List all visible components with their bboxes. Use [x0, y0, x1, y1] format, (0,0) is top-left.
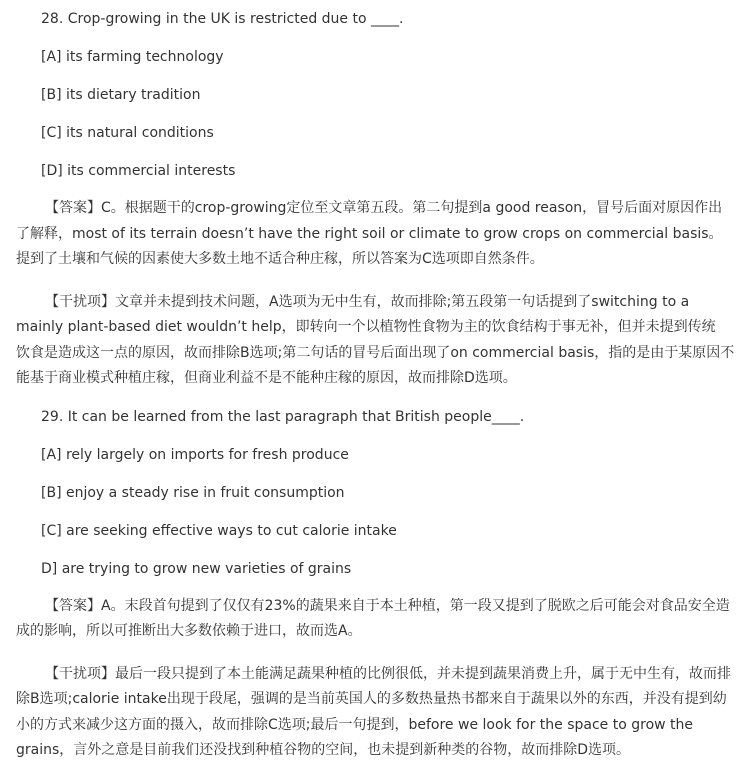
q28-answer-line-2: 了解释，most of its terrain doesn’t have the right soil or climate to grow crops on commercial basis。: [16, 225, 723, 242]
q28-option-b: [B] its dietary tradition: [41, 87, 201, 103]
q29-answer-line-1: 【答案】A。末段首句提到了仅仅有23%的蔬果来自于本土种植，第一段又提到了脱欧之后可能会对食品安全造: [45, 597, 730, 614]
q28-option-d: [D] its commercial interests: [41, 163, 236, 179]
q28-answer-line-1: 【答案】C。根据题干的crop-growing定位至文章第五段。第二句提到a good reason，冒号后面对原因作出: [45, 200, 723, 216]
q29-option-b: [B] enjoy a steady rise in fruit consumption: [41, 484, 345, 501]
q28-distractor-line-4: 能基于商业模式种植庄稼，但商业利益不是不能种庄稼的原因，故而排除D选项。: [16, 370, 517, 386]
q28-answer-line-3: 提到了土壤和气候的因素使大多数土地不适合种庄稼，所以答案为C选项即自然条件。: [16, 251, 544, 267]
q29-option-d: D] are trying to grow new varieties of grains: [41, 560, 352, 577]
q28-option-a: [A] its farming technology: [41, 49, 224, 65]
q29-distractor-line-4: grains，言外之意是目前我们还没找到种植谷物的空间，也未提到新种类的谷物，故而排除D选项。: [16, 742, 631, 758]
q29-distractor-line-3: 小的方式来减少这方面的摄入，故而排除C选项;最后一句提到，before we look for the space to grow the: [16, 716, 694, 733]
q28-distractor-line-2: mainly plant-based diet wouldn’t help，即转向一个以植物性食物为主的饮食结构于事无补，但并未提到传统: [16, 319, 716, 335]
q28-distractor-line-1: 【干扰项】文章并未提到技术问题，A选项为无中生有，故而排除;第五段第一句话提到了switching to a: [45, 293, 690, 310]
q29-distractor-line-2: 除B选项;calorie intake出现于段尾，强调的是当前英国人的多数热量热书都来自于蔬果以外的东西，并没有提到幼: [16, 691, 727, 707]
q29-answer-line-2: 成的影响，所以可推断出大多数依赖于进口，故而选A。: [16, 623, 362, 639]
question-28-title: 28. Crop-growing in the UK is restricted due to ____.: [41, 11, 404, 27]
q29-option-a: [A] rely largely on imports for fresh produce: [41, 446, 349, 463]
q29-answer-paragraph: [16, 594, 736, 645]
q29-option-c: [C] are seeking effective ways to cut calorie intake: [41, 522, 397, 539]
q28-distractor-paragraph: [16, 290, 736, 392]
q28-option-c: [C] its natural conditions: [41, 125, 214, 141]
question-29-title: 29. It can be learned from the last paragraph that British people____.: [41, 408, 525, 425]
q28-distractor-line-3: 饮食是造成这一点的原因，故而排除B选项;第二句话的冒号后面出现了on commercial basis，指的是由于某原因不: [16, 344, 735, 361]
q29-distractor-paragraph: [16, 662, 736, 764]
q29-distractor-line-1: 【干扰项】最后一段只提到了本土能满足蔬果种植的比例很低，并未提到蔬果消费上升，属于无中生有，故而排: [45, 665, 731, 682]
q28-answer-paragraph: [16, 196, 736, 273]
